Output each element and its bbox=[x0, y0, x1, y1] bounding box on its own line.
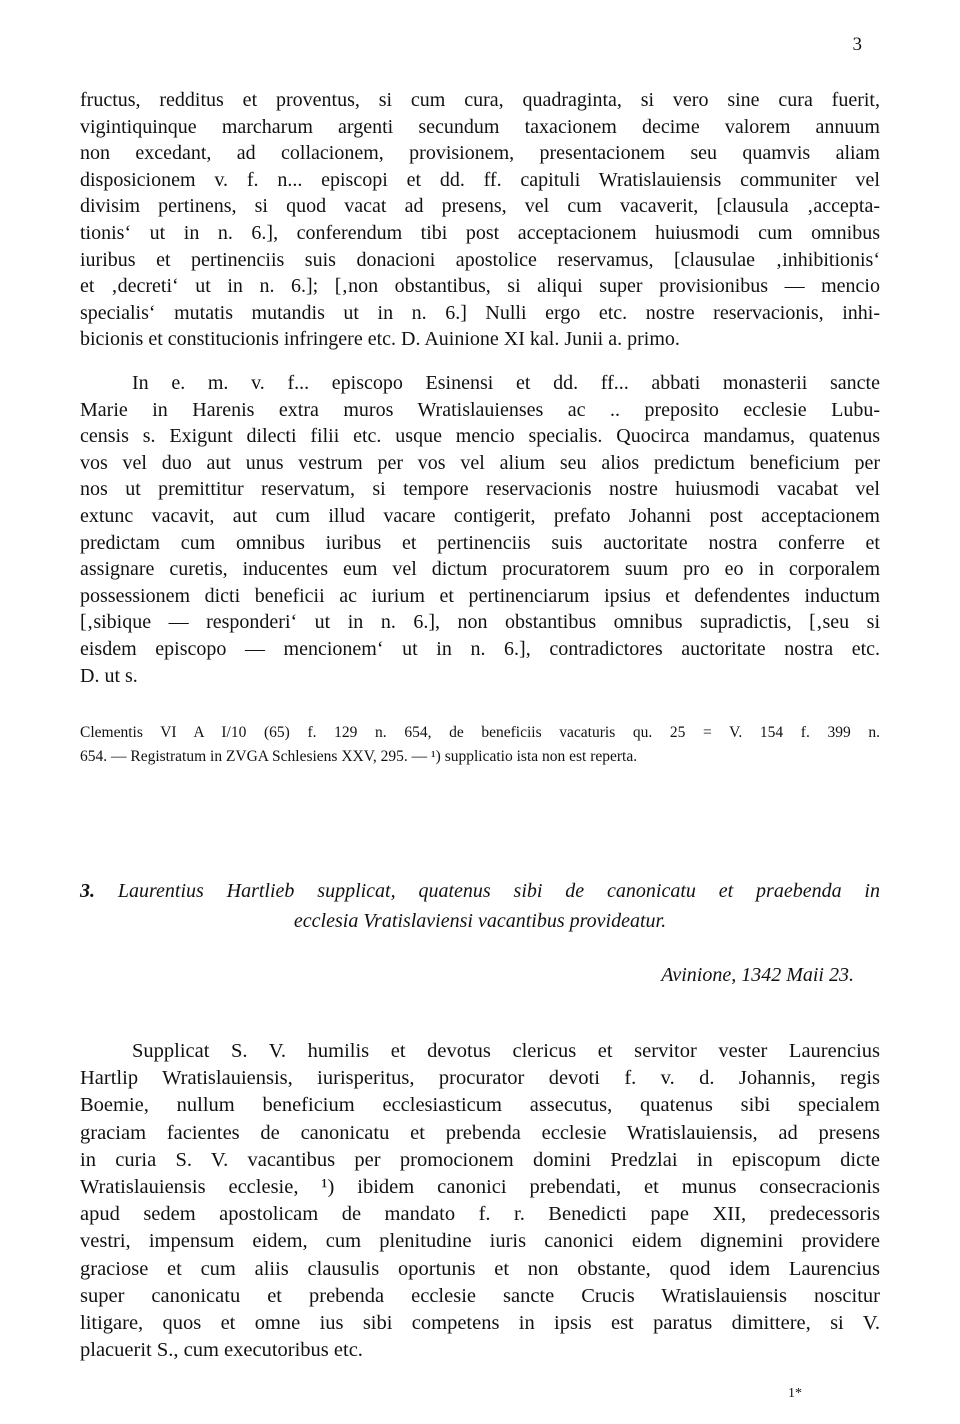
text-line: possessionem dicti beneficii ac iurium et pertinenciarum ipsius et defendentes inductum bbox=[80, 584, 880, 607]
text-line: litigare, quos et omne ius sibi competens in ipsis est paratus dimittere, si V. bbox=[80, 1312, 880, 1335]
text-line: Marie in Harenis extra muros Wratislauienses ac .. preposito ecclesie Lubu- bbox=[80, 398, 880, 421]
paragraph-continuation bbox=[80, 87, 880, 353]
text-line: disposicionem v. f. n... episcopi et dd. ff. capituli Wratislauiensis communiter vel bbox=[80, 168, 880, 191]
text-line: D. ut s. bbox=[80, 664, 138, 687]
text-line: iuribus et pertinenciis suis donacioni apostolice reservamus, [clausulae ‚inhibitionis‘ bbox=[80, 248, 880, 271]
text-line: divisim pertinens, si quod vacat ad presens, vel cum vacaverit, [clausula ‚accepta- bbox=[80, 195, 880, 218]
footnote-line: 654. — Registratum in ZVGA Schlesiens XXV, 295. — ¹) supplicatio ista non est reperta. bbox=[80, 748, 638, 765]
text-line: censis s. Exigunt dilecti filii etc. usque mencio specialis. Quocirca mandamus, quatenus bbox=[80, 425, 880, 448]
text-line: vigintiquinque marcharum argenti secundum taxacionem decime valorem annuum bbox=[80, 115, 880, 138]
text-line: tionis‘ ut in n. 6.], conferendum tibi post acceptacionem huiusmodi cum omnibus bbox=[80, 221, 880, 244]
heading-line bbox=[80, 876, 880, 906]
text-line: apud sedem apostolicam de mandato f. r. Benedicti pape XII, predecessoris bbox=[80, 1203, 880, 1226]
document-heading bbox=[80, 876, 880, 936]
document-number: 3. bbox=[80, 880, 95, 902]
text-line: specialis‘ mutatis mutandis ut in n. 6.] Nulli ergo etc. nostre reservacionis, inhi- bbox=[80, 301, 880, 324]
text-line: Supplicat S. V. humilis et devotus clericus et servitor vester Laurencius bbox=[132, 1040, 880, 1062]
signature-mark: 1* bbox=[788, 1386, 802, 1401]
text-line: vos vel duo aut unus vestrum per vos vel alium seu alios predictum beneficium per bbox=[80, 451, 880, 474]
text-line: In e. m. v. f... episcopo Esinensi et dd. ff... abbati monasterii sancte bbox=[132, 372, 880, 394]
text-line: extunc vacavit, aut cum illud vacare contigerit, prefato Johanni post acceptacionem bbox=[80, 504, 880, 527]
text-line: super canonicatu et prebenda ecclesie sancte Crucis Wratislauiensis noscitur bbox=[80, 1284, 880, 1307]
text-line: graciam facientes de canonicatu et prebenda ecclesie Wratislauiensis, ad presens bbox=[80, 1121, 880, 1144]
text-line: Boemie, nullum beneficium ecclesiasticum assecutus, quatenus sibi specialem bbox=[80, 1094, 880, 1117]
paragraph-supplication bbox=[80, 1038, 880, 1364]
text-line: placuerit S., cum executoribus etc. bbox=[80, 1339, 363, 1362]
text-line: nos ut premittitur reservatum, si tempore reservacionis nostre huiusmodi vacabat vel bbox=[80, 478, 880, 501]
paragraph-mandate bbox=[80, 370, 880, 689]
text-line: in curia S. V. vacantibus per promocionem domini Predzlai in episcopum dicte bbox=[80, 1148, 880, 1171]
text-line: predictam cum omnibus iuribus et pertinenciis suis auctoritate nostra conferre et bbox=[80, 531, 880, 554]
footnote-line: Clementis VI A I/10 (65) f. 129 n. 654, de beneficiis vacaturis qu. 25 = V. 154 f. 399 n. bbox=[80, 724, 880, 741]
text-line: graciose et cum aliis clausulis oportunis et non obstante, quod idem Laurencius bbox=[80, 1257, 880, 1280]
heading-line: ecclesia Vratislaviensi vacantibus provideatur. bbox=[293, 910, 667, 932]
place-date: Avinione, 1342 Maii 23. bbox=[661, 964, 854, 986]
text-line: non excedant, ad collacionem, provisionem, presentacionem seu quamvis aliam bbox=[80, 142, 880, 165]
text-line: eisdem episcopo — mencionem‘ ut in n. 6.], contradictores auctoritate nostra etc. bbox=[80, 637, 880, 660]
text-line: bicionis et constitucionis infringere etc. D. Auinione XI kal. Junii a. primo. bbox=[80, 328, 680, 351]
text-line: Wratislauiensis ecclesie, ¹) ibidem canonici prebendati, et munus consecracionis bbox=[80, 1176, 880, 1199]
text-line: et ‚decreti‘ ut in n. 6.]; [‚non obstantibus, si aliqui super provisionibus — mencio bbox=[80, 275, 880, 298]
text-line: assignare curetis, inducentes eum vel dictum procuratorem suum pro eo in corporalem bbox=[80, 558, 880, 581]
footnotes bbox=[80, 721, 880, 769]
heading-text: Laurentius Hartlieb supplicat, quatenus sibi de canonicatu et praebenda in bbox=[117, 880, 880, 902]
text-line: vestri, impensum eidem, cum plenitudine iuris canonici eidem dignemini providere bbox=[80, 1230, 880, 1253]
text-line: [‚sibique — responderi‘ ut in n. 6.], non obstantibus omnibus supradictis, [‚seu si bbox=[80, 611, 880, 634]
text-line: Hartlip Wratislauiensis, iurisperitus, procurator devoti f. v. d. Johannis, regis bbox=[80, 1067, 880, 1090]
page-number: 3 bbox=[852, 34, 862, 55]
text-line: fructus, redditus et proventus, si cum cura, quadraginta, si vero sine cura fuerit, bbox=[80, 89, 880, 111]
